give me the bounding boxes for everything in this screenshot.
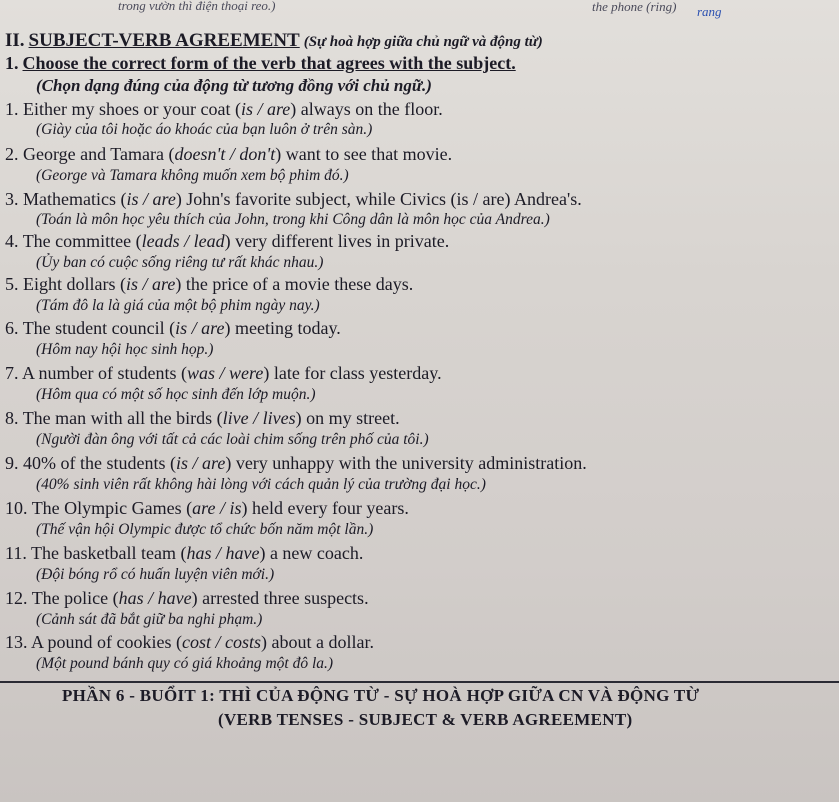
question-10-translation: (Thế vận hội Olympic được tổ chức bốn năm một lần.) <box>36 521 374 538</box>
question-text-start: George and Tamara ( <box>23 144 175 164</box>
question-text-start: Either my shoes or your coat ( <box>23 99 241 119</box>
question-text-end: ) always on the floor. <box>290 99 443 119</box>
instruction-text: Choose the correct form of the verb that agrees with the subject. <box>22 53 516 73</box>
question-text-start: Eight dollars ( <box>23 274 126 294</box>
question-text-start: The man with all the birds ( <box>22 408 223 428</box>
question-number: 6. <box>5 318 19 338</box>
question-text-start: The student council ( <box>22 318 176 338</box>
question-11-translation: (Đội bóng rổ có huấn luyện viên mới.) <box>36 566 275 583</box>
question-text-end: ) arrested three suspects. <box>191 588 369 608</box>
question-options: live / lives <box>222 408 296 428</box>
question-text-start: The committee ( <box>22 231 142 251</box>
question-number: 13. <box>5 632 28 652</box>
question-text-start: The Olympic Games ( <box>31 498 193 518</box>
question-9-translation: (40% sinh viên rất không hài lòng với cách quản lý của trường đại học.) <box>36 476 486 493</box>
question-11 <box>5 543 363 564</box>
question-12-translation: (Cảnh sát đã bắt giữ ba nghi phạm.) <box>36 611 263 628</box>
question-options: is / are <box>240 99 291 119</box>
question-options: was / were <box>187 363 264 383</box>
question-options: is / are <box>125 274 176 294</box>
section-title: SUBJECT-VERB AGREEMENT <box>28 30 300 51</box>
question-text-end: ) on my street. <box>295 408 400 428</box>
question-number: 4. <box>5 231 19 251</box>
question-6-translation: (Hôm nay hội học sinh họp.) <box>36 341 214 358</box>
question-7-translation: (Hôm qua có một số học sinh đến lớp muộn.) <box>36 386 316 403</box>
question-text-start: A pound of cookies ( <box>31 632 182 652</box>
section-title-vi: (Sự hoà hợp giữa chủ ngữ và động từ) <box>303 34 543 50</box>
header-fragment-right: the phone (ring) <box>592 0 677 14</box>
section-number: II. <box>5 30 25 51</box>
question-options: leads / lead <box>141 231 225 251</box>
question-13 <box>5 632 374 653</box>
question-text-end: ) very different lives in private. <box>224 231 450 251</box>
question-number: 7. <box>5 363 19 383</box>
question-text-start: The police ( <box>31 588 119 608</box>
part-title: PHẦN 6 - BUỔIT 1: THÌ CỦA ĐỘNG TỪ - SỰ HOÀ HỢP GIỮA CN VÀ ĐỘNG TỪ <box>62 686 700 705</box>
instruction-number: 1. <box>5 53 19 73</box>
question-4-translation: (Ủy ban có cuộc sống riêng tư rất khác nhau.) <box>36 254 324 271</box>
question-text-start: The basketball team ( <box>31 543 187 563</box>
question-text-end: ) late for class yesterday. <box>263 363 442 383</box>
question-1-translation: (Giày của tôi hoặc áo khoác của bạn luôn ở trên sàn.) <box>36 121 373 138</box>
question-1 <box>5 99 443 120</box>
question-number: 5. <box>5 274 19 294</box>
part-subtitle: (VERB TENSES - SUBJECT & VERB AGREEMENT) <box>218 710 633 729</box>
question-10 <box>5 498 409 519</box>
question-text-end: ) very unhappy with the university administration. <box>225 453 587 473</box>
question-2 <box>5 144 452 165</box>
question-8 <box>5 408 400 429</box>
question-3-translation: (Toán là môn học yêu thích của John, trong khi Công dân là môn học của Andrea.) <box>36 211 550 228</box>
divider <box>0 681 839 683</box>
question-number: 3. <box>5 189 19 209</box>
question-6 <box>5 318 341 339</box>
question-options: is / are <box>175 453 226 473</box>
question-text-end: ) a new coach. <box>259 543 364 563</box>
question-text-end: ) meeting today. <box>224 318 341 338</box>
question-text-end: ) John's favorite subject, while Civics (is / are) Andrea's. <box>175 189 582 209</box>
question-2-translation: (George và Tamara không muốn xem bộ phim đó.) <box>36 167 349 184</box>
question-text-start: Mathematics ( <box>23 189 127 209</box>
question-5 <box>5 274 413 295</box>
question-options: is / are <box>175 318 225 338</box>
question-8-translation: (Người đàn ông với tất cả các loài chim sống trên phố của tôi.) <box>36 431 429 448</box>
handwritten-answer: rang <box>697 4 722 19</box>
question-number: 12. <box>5 588 28 608</box>
header-fragment-left: trong vườn thì điện thoại reo.) <box>118 0 276 13</box>
question-options: are / is <box>192 498 242 518</box>
question-options: has / have <box>118 588 192 608</box>
instruction-text-vi: (Chọn dạng đúng của động từ tương đồng với chủ ngữ.) <box>36 76 432 95</box>
question-options: doesn't / don't <box>174 144 276 164</box>
question-number: 8. <box>5 408 19 428</box>
question-text-end: ) want to see that movie. <box>275 144 453 164</box>
question-options: is / are <box>126 189 176 209</box>
question-options: has / have <box>186 543 260 563</box>
question-3 <box>5 189 582 210</box>
question-text-start: A number of students ( <box>22 363 187 383</box>
question-12 <box>5 588 369 609</box>
question-13-translation: (Một pound bánh quy có giá khoảng một đô la.) <box>36 655 334 672</box>
section-heading <box>5 30 543 52</box>
question-number: 10. <box>5 498 28 518</box>
question-number: 11. <box>5 543 27 563</box>
question-9 <box>5 453 587 474</box>
question-number: 9. <box>5 453 19 473</box>
question-4 <box>5 231 449 252</box>
instruction <box>5 53 516 74</box>
question-7 <box>5 363 442 384</box>
question-number: 1. <box>5 99 19 119</box>
question-number: 2. <box>5 144 19 164</box>
question-text-end: ) held every four years. <box>241 498 409 518</box>
question-text-start: 40% of the students ( <box>23 453 176 473</box>
question-options: cost / costs <box>182 632 261 652</box>
question-text-end: ) about a dollar. <box>261 632 374 652</box>
question-text-end: ) the price of a movie these days. <box>175 274 414 294</box>
question-5-translation: (Tám đô la là giá của một bộ phim ngày nay.) <box>36 297 320 314</box>
